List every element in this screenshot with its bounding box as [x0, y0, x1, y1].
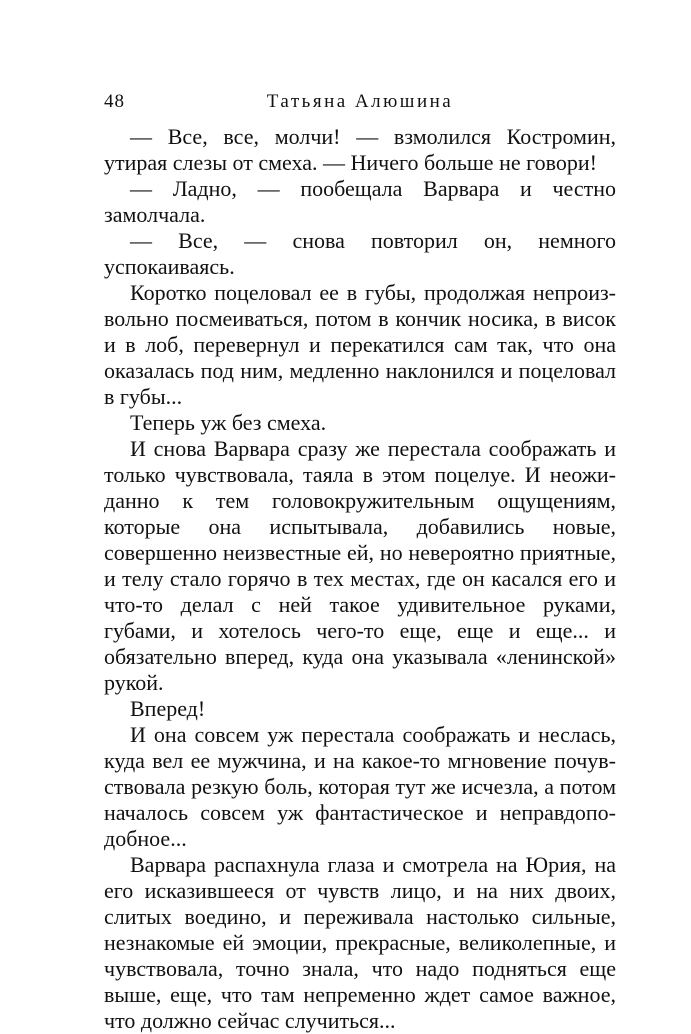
paragraph-4: Коротко поцеловал ее в губы, продолжая непроизвольно посмеиваться, потом в кончик носика, в висок и в лоб, перевернул и перекатился сам так, что она оказалась под ним, медленно наклонился и поцеловал в губы...: [104, 280, 616, 409]
page-number: 48: [104, 91, 125, 112]
paragraph-7: Вперед!: [130, 696, 206, 721]
paragraph-6: И снова Варвара сразу же перестала соображать и только чувствовала, таяла в этом поцелуе. И неожиданно к тем головокружительным ощущениям, которые она испытывала, добавились новые, совершенно неизвестные ей, но невероятно приятные, и телу стало горячо в тех местах, где он касался его и что-то делал с ней такое удивительное руками, губами, и хотелось чего-то еще, еще и еще... и обязательно вперед, куда она указывала «ленинской» рукой.: [104, 436, 616, 695]
paragraph-9: Варвара распахнула глаза и смотрела на Юрия, на его исказившееся от чувств лицо, и на них двоих, слитых воедино, и переживала настолько сильные, незнакомые ей эмоции, прекрасные, великолепные, и чувствовала, точно знала, что надо подняться еще выше, еще, что там непременно ждет самое важное, что должно сейчас случиться...: [104, 852, 616, 1033]
running-title: Татьяна Алюшина: [266, 91, 454, 112]
page-header: [104, 88, 616, 116]
paragraph-2: — Ладно, — пообещала Варвара и честно замолчала.: [104, 176, 616, 227]
body-text: [104, 124, 616, 1034]
paragraph-1: — Все, все, молчи! — взмолился Костромин, утирая слезы от смеха. — Ничего больше не говори!: [104, 124, 616, 175]
paragraph-8: И она совсем уж перестала соображать и неслась, куда вел ее мужчина, и на какое-то мгновение почувствовала резкую боль, которая тут же исчезла, а потом началось совсем уж фантастическое и неправдоподобное...: [104, 722, 616, 851]
paragraph-3: — Все, — снова повторил он, немного успокаиваясь.: [104, 228, 616, 279]
paragraph-5: Теперь уж без смеха.: [130, 410, 327, 435]
